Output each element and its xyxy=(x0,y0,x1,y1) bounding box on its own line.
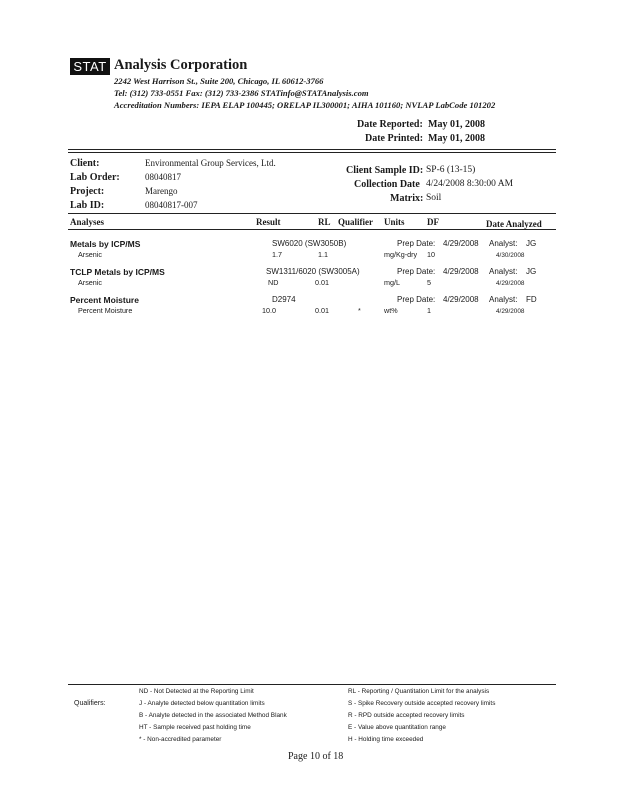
qualifier-item: HT - Sample received past holding time xyxy=(139,724,251,731)
prep-date-label: Prep Date: xyxy=(397,267,436,276)
prep-date-label: Prep Date: xyxy=(397,295,436,304)
prep-date-value: 4/29/2008 xyxy=(443,239,479,248)
col-header-date-analyzed: Date Analyzed xyxy=(486,219,542,229)
qualifier-item: B - Analyte detected in the associated Method Blank xyxy=(139,712,287,719)
page-number: Page 10 of 18 xyxy=(288,751,344,762)
analyte-name: Arsenic xyxy=(78,250,102,259)
analyte-date: 4/29/2008 xyxy=(496,308,525,315)
qualifier-item: J - Analyte detected below quantitation limits xyxy=(139,700,265,707)
analyte-rl: 0.01 xyxy=(315,306,329,315)
analyte-df: 1 xyxy=(427,306,431,315)
matrix-label: Matrix: xyxy=(390,193,424,204)
lab-id-value: 08040817-007 xyxy=(145,200,198,210)
date-reported-value: May 01, 2008 xyxy=(428,119,485,130)
client-label: Client: xyxy=(70,158,100,169)
project-value: Marengo xyxy=(145,186,178,196)
qualifier-item: RL - Reporting / Quantitation Limit for the analysis xyxy=(348,688,490,695)
analyst-label: Analyst: xyxy=(489,267,518,276)
col-header-result: Result xyxy=(256,217,281,227)
analyte-result: 10.0 xyxy=(262,306,276,315)
analyte-units: mg/Kg-dry xyxy=(384,250,418,259)
table-header-rule xyxy=(68,229,556,230)
company-name: Analysis Corporation xyxy=(114,57,248,73)
col-header-qualifier: Qualifier xyxy=(338,217,373,227)
client-sample-id-label: Client Sample ID: xyxy=(346,165,424,176)
col-header-rl: RL xyxy=(318,217,331,227)
company-contact: Tel: (312) 733-0551 Fax: (312) 733-2386 STATinfo@STATAnalysis.com xyxy=(114,88,369,98)
analyte-result: 1.7 xyxy=(272,250,282,259)
col-header-analyses: Analyses xyxy=(70,217,105,227)
prep-date-label: Prep Date: xyxy=(397,239,436,248)
info-divider xyxy=(68,213,556,214)
qualifiers-divider xyxy=(68,684,556,685)
prep-date-value: 4/29/2008 xyxy=(443,267,479,276)
prep-date-value: 4/29/2008 xyxy=(443,295,479,304)
analyte-name: Arsenic xyxy=(78,278,102,287)
qualifier-item: ND - Not Detected at the Reporting Limit xyxy=(139,688,254,695)
analyst-label: Analyst: xyxy=(489,295,518,304)
analyst-value: JG xyxy=(526,267,537,276)
lab-order-value: 08040817 xyxy=(145,172,181,182)
analyst-label: Analyst: xyxy=(489,239,518,248)
qualifier-item: H - Holding time exceeded xyxy=(348,736,424,743)
analyte-units: wt% xyxy=(384,306,398,315)
client-sample-id-value: SP-6 (13-15) xyxy=(426,165,476,175)
qualifier-item: R - RPD outside accepted recovery limits xyxy=(348,712,465,719)
col-header-df: DF xyxy=(427,217,439,227)
qualifiers-label: Qualifiers: xyxy=(74,700,106,707)
group-title: Metals by ICP/MS xyxy=(70,239,141,249)
group-title: Percent Moisture xyxy=(70,295,139,305)
qualifier-item: * - Non-accredited parameter xyxy=(139,736,222,743)
group-method: SW6020 (SW3050B) xyxy=(272,239,347,248)
analyte-df: 10 xyxy=(427,250,435,259)
date-printed-value: May 01, 2008 xyxy=(428,133,485,144)
analyte-units: mg/L xyxy=(384,278,400,287)
collection-date-label: Collection Date xyxy=(354,179,420,190)
stat-logo: STAT xyxy=(70,58,110,75)
analyte-date: 4/30/2008 xyxy=(496,252,525,259)
col-header-units: Units xyxy=(384,217,405,227)
company-address: 2242 West Harrison St., Suite 200, Chicago, IL 60612-3766 xyxy=(114,76,324,86)
lab-id-label: Lab ID: xyxy=(70,200,105,211)
analyte-qualifier: * xyxy=(358,306,361,315)
header-divider-top xyxy=(68,149,556,150)
analyte-df: 5 xyxy=(427,278,431,287)
qualifier-item: E - Value above quantitation range xyxy=(348,724,446,731)
analyst-value: FD xyxy=(526,295,537,304)
matrix-value: Soil xyxy=(426,193,442,203)
lab-order-label: Lab Order: xyxy=(70,172,120,183)
date-reported-label: Date Reported: xyxy=(357,119,423,130)
group-method: D2974 xyxy=(272,295,296,304)
analyte-rl: 0.01 xyxy=(315,278,329,287)
qualifier-item: S - Spike Recovery outside accepted recovery limits xyxy=(348,700,496,707)
client-value: Environmental Group Services, Ltd. xyxy=(145,158,276,168)
project-label: Project: xyxy=(70,186,105,197)
analyte-rl: 1.1 xyxy=(318,250,328,259)
analyte-name: Percent Moisture xyxy=(78,306,133,315)
accreditation-numbers: Accreditation Numbers: IEPA ELAP 100445; ORELAP IL300001; AIHA 101160; NVLAP LabCode 101202 xyxy=(114,100,496,110)
analyst-value: JG xyxy=(526,239,537,248)
group-title: TCLP Metals by ICP/MS xyxy=(70,267,165,277)
group-method: SW1311/6020 (SW3005A) xyxy=(266,267,360,276)
analyte-date: 4/29/2008 xyxy=(496,280,525,287)
header-divider-bottom xyxy=(68,152,556,153)
date-printed-label: Date Printed: xyxy=(365,133,424,144)
collection-date-value: 4/24/2008 8:30:00 AM xyxy=(426,179,514,189)
analyte-result: ND xyxy=(268,278,279,287)
